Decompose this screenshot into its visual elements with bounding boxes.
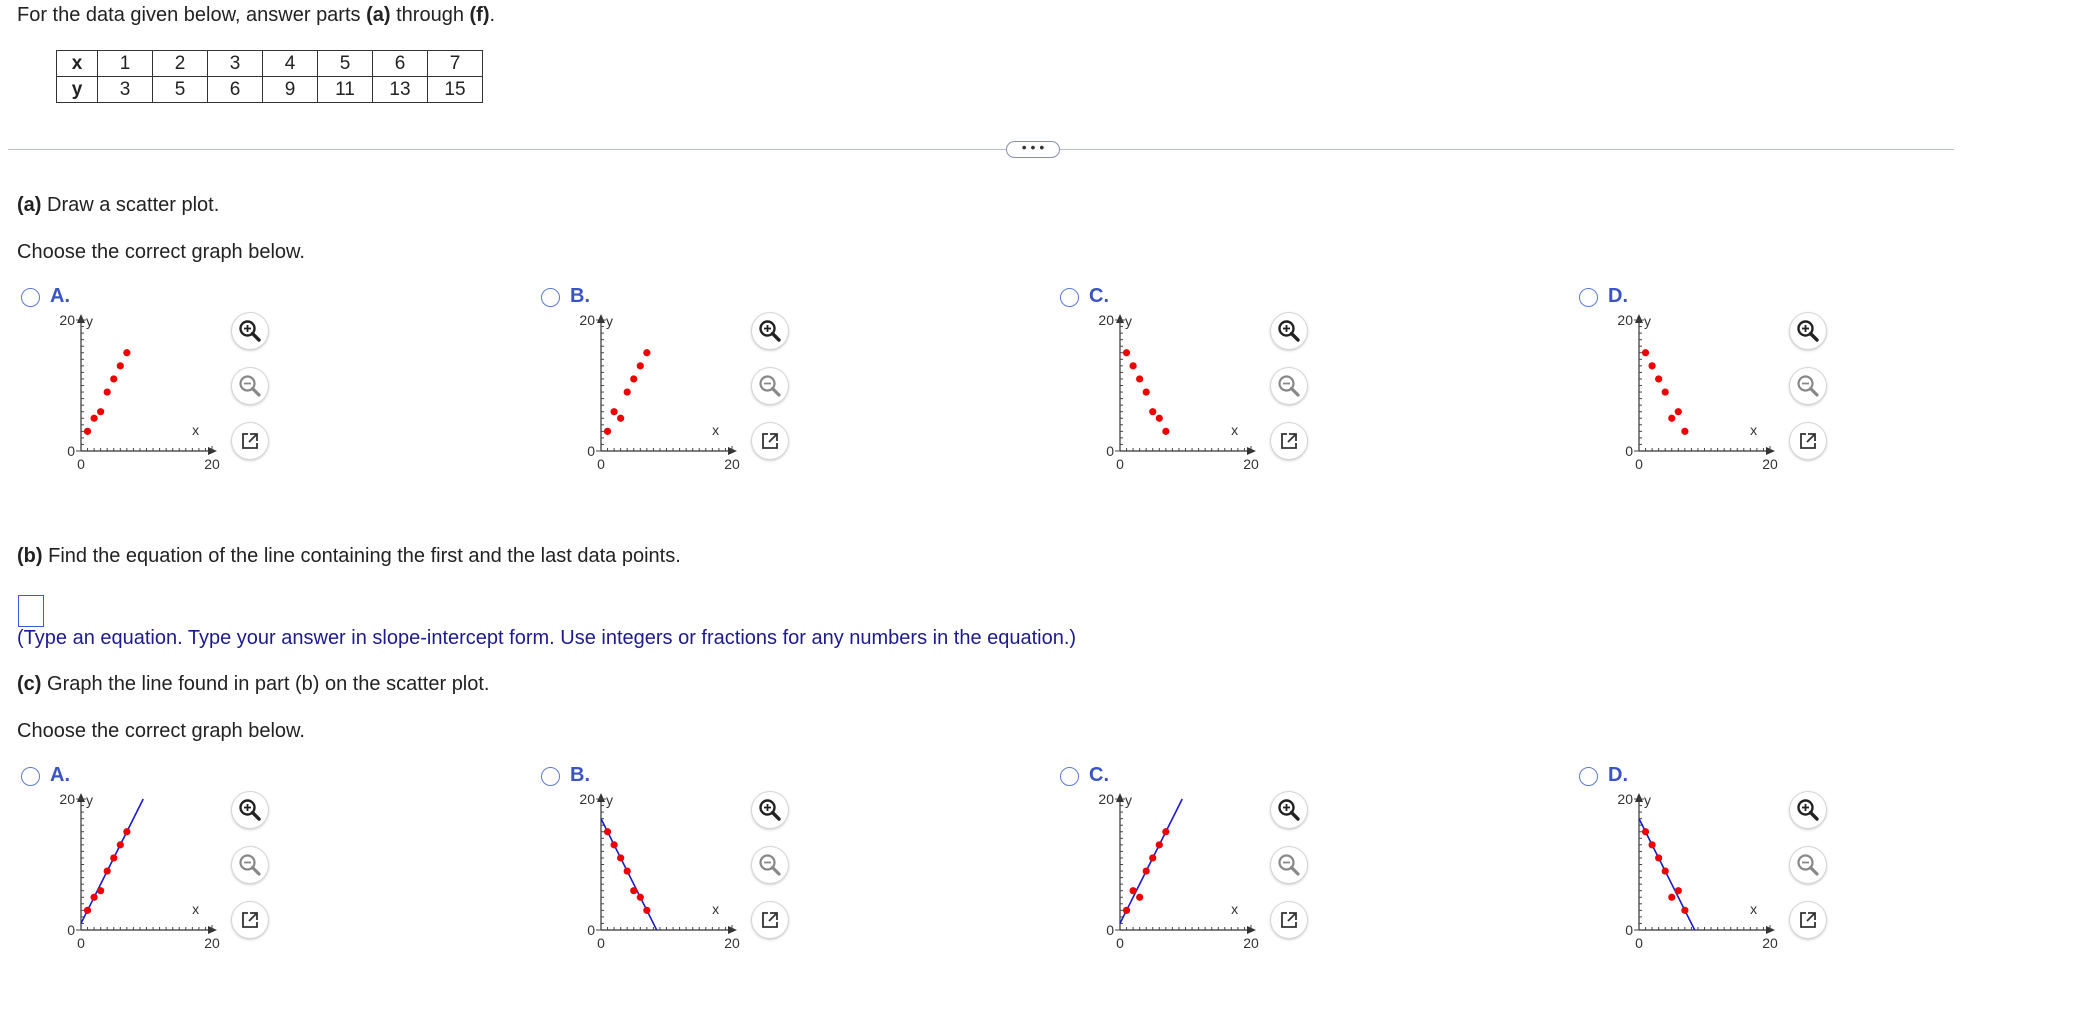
x-tick-label: 20 [1762,935,1778,951]
x-axis-label: x [1231,422,1239,438]
open-new-window-icon[interactable] [752,423,788,459]
table-header-x: x [57,51,98,77]
x-tick-label: 0 [1635,935,1643,951]
zoom-out-icon[interactable] [752,847,788,883]
x-tick-label: 0 [1635,456,1643,472]
table-row-x [57,51,483,77]
graph-a-b[interactable] [547,312,740,472]
y-tick-label: 0 [67,922,75,938]
y-axis-label: y [606,792,613,808]
data-point [117,841,124,848]
radio-button[interactable] [1579,288,1598,307]
radio-button[interactable] [21,288,40,307]
y-tick-label: 0 [1106,922,1114,938]
part-c-choose: Choose the correct graph below. [17,720,305,742]
data-point [1130,887,1137,894]
open-new-window-icon[interactable] [1271,423,1307,459]
x-tick-label: 0 [597,456,605,472]
graph-a-c[interactable] [1066,312,1259,472]
x-axis-label: x [192,901,200,917]
option-label[interactable]: C. [1089,285,1109,307]
zoom-in-icon[interactable] [232,313,268,349]
zoom-in-icon[interactable] [752,792,788,828]
option-label[interactable]: B. [570,285,590,307]
radio-button[interactable] [1579,767,1598,786]
part-a-prompt: (a) Draw a scatter plot. [17,194,220,216]
y-tick-label: 20 [1098,791,1114,807]
radio-button[interactable] [541,767,560,786]
y-tick-label: 0 [1625,922,1633,938]
graph-c-a[interactable] [27,791,220,951]
x-axis-label: x [712,422,720,438]
instructions: For the data given below, answer parts (a) through (f). [17,4,496,26]
x-tick-label: 20 [1243,935,1259,951]
y-axis-label: y [1125,313,1132,329]
radio-button[interactable] [21,767,40,786]
data-point [1130,362,1137,369]
table-cell: 2 [153,51,208,77]
table-cell: 3 [98,77,153,103]
zoom-in-icon[interactable] [1790,792,1826,828]
y-axis-arrow [77,793,85,802]
data-point [91,415,98,422]
open-new-window-icon[interactable] [1790,902,1826,938]
option-c-a[interactable] [17,764,517,1004]
data-point [1143,388,1150,395]
y-axis-arrow [1116,314,1124,323]
data-point [1642,828,1649,835]
option-label[interactable]: D. [1608,285,1628,307]
data-point [1149,408,1156,415]
radio-button[interactable] [541,288,560,307]
data-point [117,362,124,369]
data-point [84,428,91,435]
table-cell: 11 [318,77,373,103]
table-cell: 6 [373,51,428,77]
option-c-c[interactable] [1056,764,1556,1004]
zoom-out-icon[interactable] [232,847,268,883]
data-point [1649,841,1656,848]
data-point [1675,887,1682,894]
x-tick-label: 0 [1116,935,1124,951]
table-cell: 5 [153,77,208,103]
data-point [104,388,111,395]
y-tick-label: 0 [67,443,75,459]
graph-a-d[interactable] [1585,312,1778,472]
data-point [91,894,98,901]
option-a-d[interactable] [1575,285,2075,525]
x-tick-label: 20 [1243,456,1259,472]
y-axis-arrow [597,314,605,323]
x-axis-label: x [1750,901,1758,917]
data-point [1136,375,1143,382]
option-c-d[interactable] [1575,764,2075,1004]
option-a-b[interactable] [537,285,1037,525]
x-axis-label: x [712,901,720,917]
x-tick-label: 0 [1116,456,1124,472]
section-divider [8,149,1954,150]
data-point [611,841,618,848]
data-point [97,887,104,894]
open-new-window-icon[interactable] [1271,902,1307,938]
data-point [1662,388,1669,395]
y-axis-label: y [1644,313,1651,329]
y-tick-label: 20 [59,312,75,328]
graph-c-d[interactable] [1585,791,1778,951]
table-row-y [57,77,483,103]
data-point [123,828,130,835]
data-point [617,415,624,422]
x-tick-label: 0 [77,935,85,951]
x-tick-label: 20 [204,935,220,951]
table-cell: 9 [263,77,318,103]
open-new-window-icon[interactable] [1790,423,1826,459]
y-axis-arrow [77,314,85,323]
zoom-in-icon[interactable] [1271,313,1307,349]
open-new-window-icon[interactable] [752,902,788,938]
zoom-out-icon[interactable] [1790,368,1826,404]
zoom-in-icon[interactable] [232,792,268,828]
y-axis-label: y [1644,792,1651,808]
zoom-out-icon[interactable] [1271,847,1307,883]
table-cell: 7 [428,51,483,77]
data-point [110,854,117,861]
option-label[interactable]: C. [1089,764,1109,786]
data-point [1662,867,1669,874]
data-point [624,867,631,874]
data-point [611,408,618,415]
graph-c-c[interactable] [1066,791,1259,951]
data-point [604,428,611,435]
data-point [1655,375,1662,382]
x-tick-label: 20 [724,456,740,472]
data-point [630,375,637,382]
data-point [1668,894,1675,901]
data-point [1123,349,1130,356]
data-point [630,887,637,894]
x-tick-label: 20 [1762,456,1778,472]
data-point [1136,894,1143,901]
data-point [84,907,91,914]
fitted-line [1120,799,1182,923]
x-tick-label: 0 [77,456,85,472]
zoom-out-icon[interactable] [752,368,788,404]
graph-c-b[interactable] [547,791,740,951]
data-table [56,50,483,103]
data-point [1655,854,1662,861]
expand-toggle-button[interactable]: • • • [1006,141,1060,158]
data-point [1156,841,1163,848]
zoom-out-icon[interactable] [1790,847,1826,883]
table-cell: 1 [98,51,153,77]
open-new-window-icon[interactable] [232,902,268,938]
x-axis-label: x [1750,422,1758,438]
table-cell: 3 [208,51,263,77]
y-axis-label: y [1125,792,1132,808]
y-axis-label: y [86,792,93,808]
fitted-line [81,799,143,923]
option-label[interactable]: D. [1608,764,1628,786]
table-cell: 15 [428,77,483,103]
data-point [1675,408,1682,415]
y-axis-arrow [1635,793,1643,802]
data-point [637,894,644,901]
y-tick-label: 20 [579,791,595,807]
zoom-in-icon[interactable] [1271,792,1307,828]
y-axis-arrow [597,793,605,802]
data-point [643,349,650,356]
equation-answer-input[interactable] [18,595,44,627]
graph-a-a[interactable] [27,312,220,472]
data-point [1149,854,1156,861]
table-cell: 5 [318,51,373,77]
part-a-choose: Choose the correct graph below. [17,241,305,263]
data-point [1162,828,1169,835]
y-tick-label: 20 [1098,312,1114,328]
data-point [1642,349,1649,356]
x-tick-label: 0 [597,935,605,951]
y-tick-label: 20 [1617,312,1633,328]
data-point [1668,415,1675,422]
data-point [1162,428,1169,435]
option-c-b[interactable] [537,764,1037,1004]
table-cell: 6 [208,77,263,103]
x-axis-label: x [1231,901,1239,917]
zoom-out-icon[interactable] [232,368,268,404]
x-axis-label: x [192,422,200,438]
data-point [1649,362,1656,369]
data-point [123,349,130,356]
radio-button[interactable] [1060,288,1079,307]
data-point [617,854,624,861]
part-c-prompt: (c) Graph the line found in part (b) on the scatter plot. [17,673,490,695]
y-tick-label: 20 [1617,791,1633,807]
data-point [604,828,611,835]
option-label[interactable]: A. [50,285,70,307]
data-point [1681,428,1688,435]
data-point [637,362,644,369]
zoom-out-icon[interactable] [1271,368,1307,404]
part-b-hint: (Type an equation. Type your answer in slope-intercept form. Use integers or fractions for any numbers in the equation.) [17,627,1077,649]
y-tick-label: 0 [1625,443,1633,459]
data-point [1123,907,1130,914]
data-point [1156,415,1163,422]
x-tick-label: 20 [204,456,220,472]
y-axis-label: y [86,313,93,329]
data-point [624,388,631,395]
open-new-window-icon[interactable] [232,423,268,459]
part-b-prompt: (b) Find the equation of the line containing the first and the last data points. [17,545,681,567]
zoom-in-icon[interactable] [752,313,788,349]
table-header-y: y [57,77,98,103]
y-tick-label: 20 [579,312,595,328]
data-point [643,907,650,914]
x-tick-label: 20 [724,935,740,951]
table-cell: 13 [373,77,428,103]
y-axis-arrow [1635,314,1643,323]
data-point [110,375,117,382]
data-point [97,408,104,415]
y-axis-label: y [606,313,613,329]
option-label[interactable]: A. [50,764,70,786]
table-cell: 4 [263,51,318,77]
data-point [1681,907,1688,914]
y-axis-arrow [1116,793,1124,802]
y-tick-label: 0 [1106,443,1114,459]
data-point [1143,867,1150,874]
y-tick-label: 20 [59,791,75,807]
radio-button[interactable] [1060,767,1079,786]
y-tick-label: 0 [587,443,595,459]
zoom-in-icon[interactable] [1790,313,1826,349]
option-a-a[interactable] [17,285,517,525]
option-a-c[interactable] [1056,285,1556,525]
data-point [104,867,111,874]
y-tick-label: 0 [587,922,595,938]
option-label[interactable]: B. [570,764,590,786]
